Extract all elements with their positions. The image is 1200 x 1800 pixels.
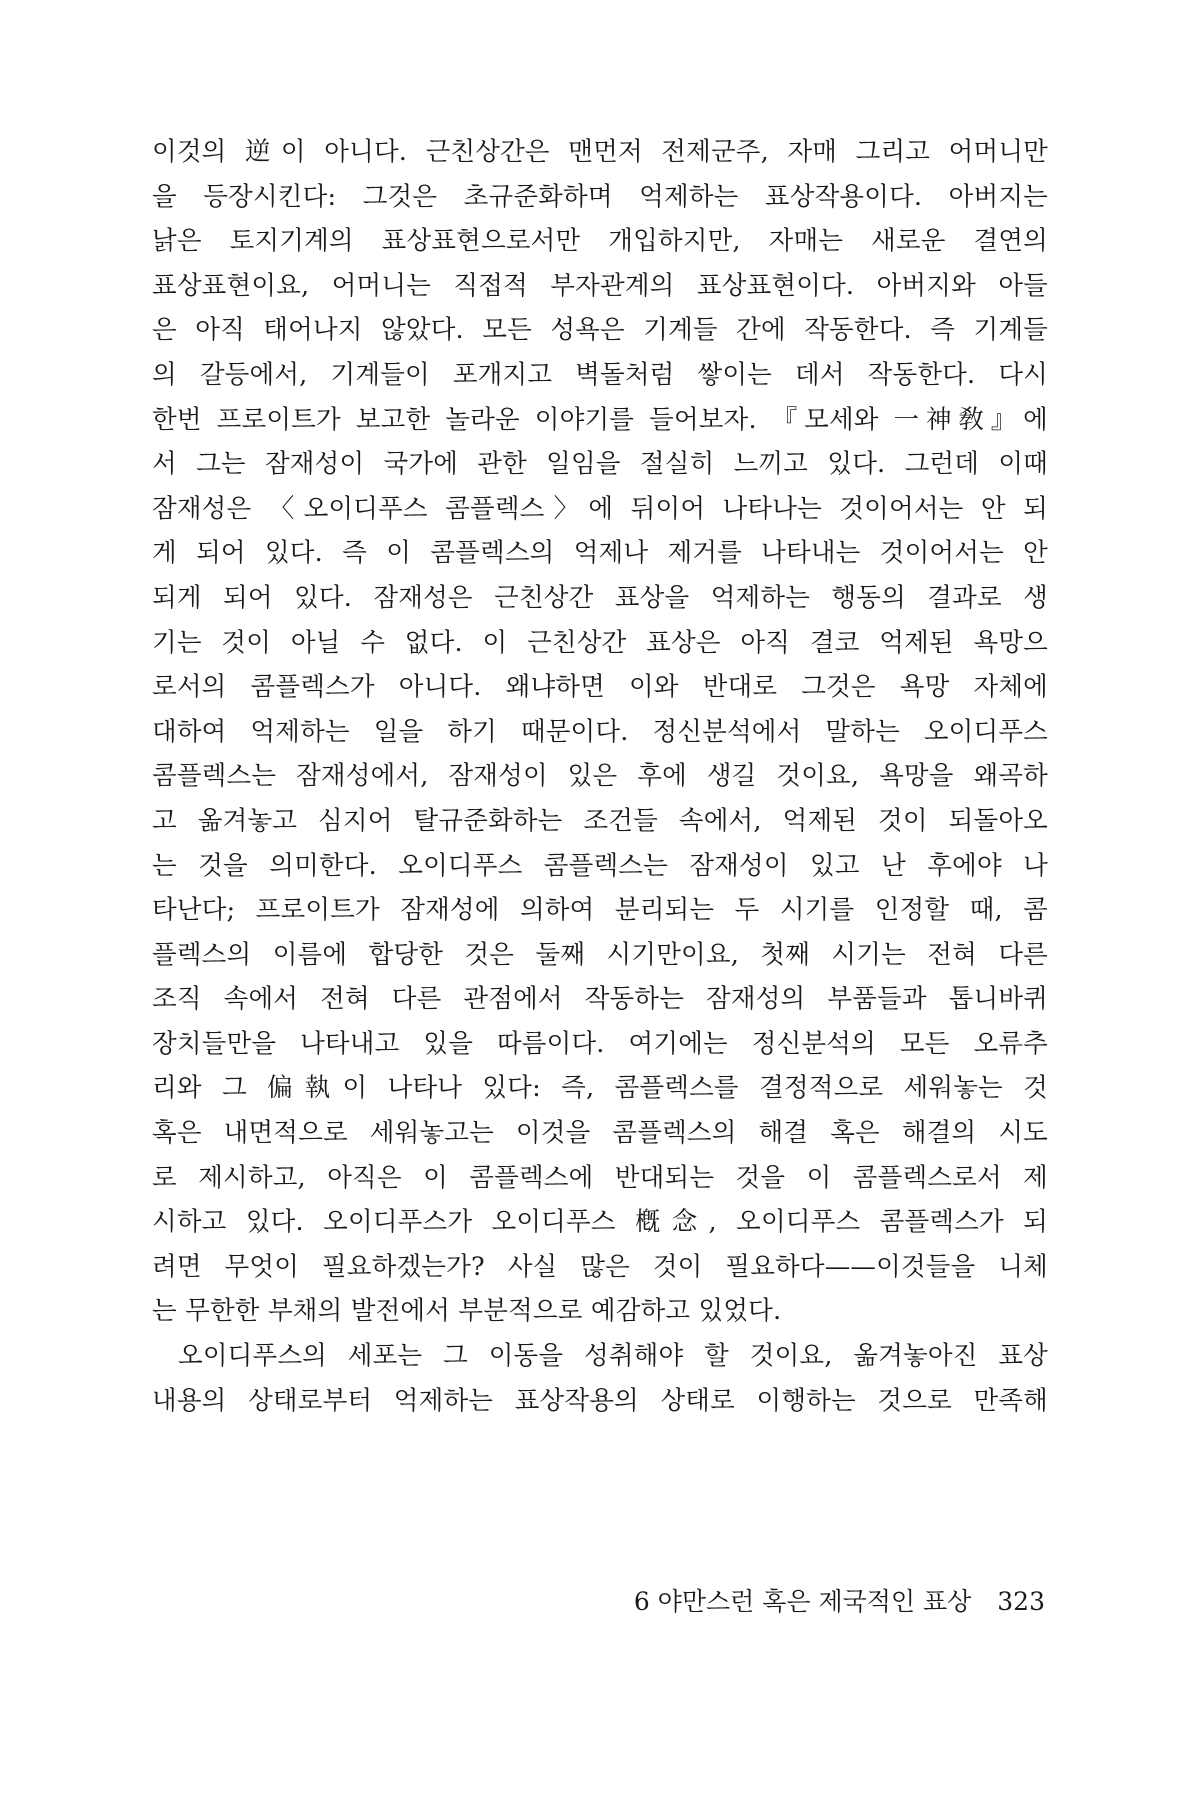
text-line-21: 장치들만을 나타내고 있을 따름이다. 여기에는 정신분석의 모든 오류추 — [152, 1028, 1048, 1059]
body-text — [152, 130, 1048, 1423]
text-line-11: 되게 되어 있다. 잠재성은 근친상간 표상을 억제하는 행동의 결과로 생 — [152, 582, 1048, 613]
text-line-29: 내용의 상태로부터 억제하는 표상작용의 상태로 이행하는 것으로 만족해 — [152, 1385, 1048, 1416]
text-line-16: 고 옮겨놓고 심지어 탈규준화하는 조건들 속에서, 억제된 것이 되돌아오 — [152, 805, 1048, 836]
text-line-9: 잠재성은 〈오이디푸스 콤플렉스〉에 뒤이어 나타나는 것이어서는 안 되 — [152, 493, 1048, 524]
text-line-1: 이것의 逆이 아니다. 근친상간은 맨먼저 전제군주, 자매 그리고 어머니만 — [152, 137, 1048, 167]
text-line-8: 서 그는 잠재성이 국가에 관한 일임을 절실히 느끼고 있다. 그런데 이때 — [152, 449, 1048, 480]
text-line-18: 타난다; 프로이트가 잠재성에 의하여 분리되는 두 시기를 인정할 때, 콤 — [152, 895, 1048, 926]
text-line-2: 을 등장시킨다: 그것은 초규준화하며 억제하는 표상작용이다. 아버지는 — [152, 181, 1048, 212]
text-line-14: 대하여 억제하는 일을 하기 때문이다. 정신분석에서 말하는 오이디푸스 — [152, 716, 1048, 747]
text-line-25: 시하고 있다. 오이디푸스가 오이디푸스 槪念, 오이디푸스 콤플렉스가 되 — [152, 1207, 1048, 1238]
text-line-13: 로서의 콤플렉스가 아니다. 왜냐하면 이와 반대로 그것은 욕망 자체에 — [152, 672, 1048, 703]
text-line-5: 은 아직 태어나지 않았다. 모든 성욕은 기계들 간에 작동한다. 즉 기계들 — [152, 315, 1048, 346]
page-number: 323 — [997, 1587, 1045, 1616]
text-line-24: 로 제시하고, 아직은 이 콤플렉스에 반대되는 것을 이 콤플렉스로서 제 — [152, 1162, 1048, 1193]
text-line-6: 의 갈등에서, 기계들이 포개지고 벽돌처럼 쌓이는 데서 작동한다. 다시 — [152, 359, 1048, 390]
running-chapter-title: 6 야만스런 혹은 제국적인 표상 — [633, 1587, 972, 1616]
text-line-4: 표상표현이요, 어머니는 직접적 부자관계의 표상표현이다. 아버지와 아들 — [152, 270, 1048, 301]
text-line-27: 는 무한한 부채의 발전에서 부분적으로 예감하고 있었다. — [152, 1296, 782, 1327]
text-line-3: 낡은 토지기계의 표상표현으로서만 개입하지만, 자매는 새로운 결연의 — [152, 226, 1048, 257]
page-footer — [634, 1582, 1045, 1618]
text-line-10: 게 되어 있다. 즉 이 콤플렉스의 억제나 제거를 나타내는 것이어서는 안 — [152, 538, 1048, 569]
text-line-23: 혹은 내면적으로 세워놓고는 이것을 콤플렉스의 해결 혹은 해결의 시도 — [152, 1118, 1048, 1149]
text-line-28: 오이디푸스의 세포는 그 이동을 성취해야 할 것이요, 옮겨놓아진 표상 — [178, 1341, 1048, 1372]
text-line-22: 리와 그 偏執이 나타나 있다: 즉, 콤플렉스를 결정적으로 세워놓는 것 — [152, 1073, 1048, 1104]
text-line-12: 기는 것이 아닐 수 없다. 이 근친상간 표상은 아직 결코 억제된 욕망으 — [152, 627, 1048, 658]
text-line-17: 는 것을 의미한다. 오이디푸스 콤플렉스는 잠재성이 있고 난 후에야 나 — [152, 850, 1048, 881]
text-line-15: 콤플렉스는 잠재성에서, 잠재성이 있은 후에 생길 것이요, 욕망을 왜곡하 — [152, 761, 1048, 792]
text-line-20: 조직 속에서 전혀 다른 관점에서 작동하는 잠재성의 부품들과 톱니바퀴 — [152, 984, 1048, 1015]
text-line-7: 한번 프로이트가 보고한 놀라운 이야기를 들어보자. 『모세와 一神敎』에 — [152, 404, 1048, 435]
text-line-26: 려면 무엇이 필요하겠는가? 사실 많은 것이 필요하다——이것들을 니체 — [152, 1251, 1048, 1282]
text-line-19: 플렉스의 이름에 합당한 것은 둘째 시기만이요, 첫째 시기는 전혀 다른 — [152, 939, 1048, 970]
